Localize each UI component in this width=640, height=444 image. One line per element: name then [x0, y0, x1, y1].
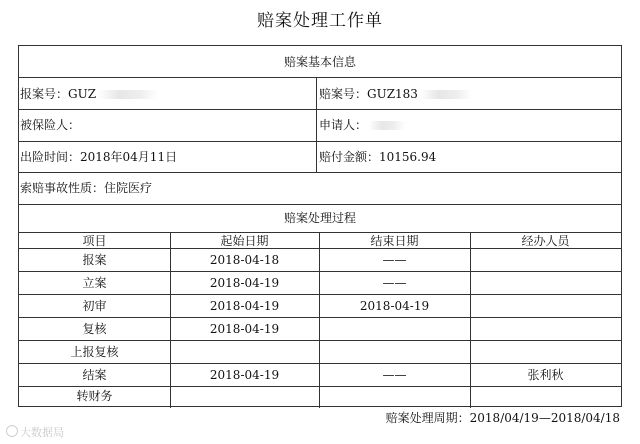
- accident-nature: 索赔事故性质：住院医疗: [20, 181, 153, 195]
- row-item: 立案: [82, 276, 107, 290]
- report-number: [20, 87, 158, 101]
- row-end-date: ——: [382, 253, 407, 267]
- row-start-date: 2018-04-18: [209, 253, 280, 267]
- watermark: [6, 424, 64, 440]
- row-item: 转财务: [76, 389, 113, 403]
- rule: [19, 172, 621, 173]
- rule: [19, 340, 621, 341]
- row-item: 报案: [82, 253, 107, 267]
- claim-amount: 赔付金额：10156.94: [319, 150, 437, 164]
- row-start-date: 2018-04-19: [209, 368, 280, 382]
- rule: [19, 204, 621, 205]
- rule: [19, 248, 621, 249]
- rule: [19, 294, 621, 295]
- watermark-logo-icon: [6, 425, 18, 437]
- row-start-date: 2018-04-19: [209, 299, 280, 313]
- rule: [19, 109, 621, 110]
- page-title: 赔案处理工作单: [257, 11, 383, 31]
- redaction-mark: [369, 121, 405, 130]
- row-handler: 张利秋: [527, 368, 564, 382]
- row-end-date: 2018-04-19: [359, 299, 430, 313]
- row-item: 复核: [82, 322, 107, 336]
- applicant: [319, 118, 405, 132]
- row-item: 结案: [82, 368, 107, 382]
- report-number-label: 报案号：GUZ: [20, 87, 97, 101]
- rule: [19, 386, 621, 387]
- column-header-item: 项目: [82, 234, 107, 248]
- claim-number-label: 赔案号：GUZ183: [319, 87, 418, 101]
- redaction-mark: [420, 90, 472, 99]
- rule: [19, 77, 621, 78]
- row-item: 初审: [82, 299, 107, 313]
- rule: [316, 77, 317, 172]
- rule: [19, 232, 621, 233]
- basic-info-header: 赔案基本信息: [283, 55, 356, 69]
- insured-person-label: 被保险人：: [20, 118, 81, 132]
- row-start-date: 2018-04-19: [209, 276, 280, 290]
- insured-person: [20, 118, 80, 132]
- rule: [19, 363, 621, 364]
- column-header-handler: 经办人员: [521, 234, 570, 248]
- row-end-date: ——: [382, 368, 407, 382]
- row-end-date: ——: [382, 276, 407, 290]
- accident-time: 出险时间：2018年04月11日: [20, 150, 178, 164]
- rule: [19, 141, 621, 142]
- processing-period: 赔案处理周期：2018/04/19—2018/04/18: [385, 411, 620, 425]
- row-item: 上报复核: [70, 345, 119, 359]
- applicant-label: 申请人：: [319, 118, 368, 132]
- column-header-end-date: 结束日期: [370, 234, 419, 248]
- redaction-mark: [98, 90, 158, 99]
- rule: [19, 271, 621, 272]
- claim-number: [319, 87, 472, 101]
- row-start-date: 2018-04-19: [209, 322, 280, 336]
- claim-form-table: [18, 45, 622, 407]
- column-header-start-date: 起始日期: [220, 234, 269, 248]
- process-header: 赔案处理过程: [283, 211, 356, 225]
- rule: [19, 317, 621, 318]
- watermark-text: 大数据局: [20, 426, 64, 439]
